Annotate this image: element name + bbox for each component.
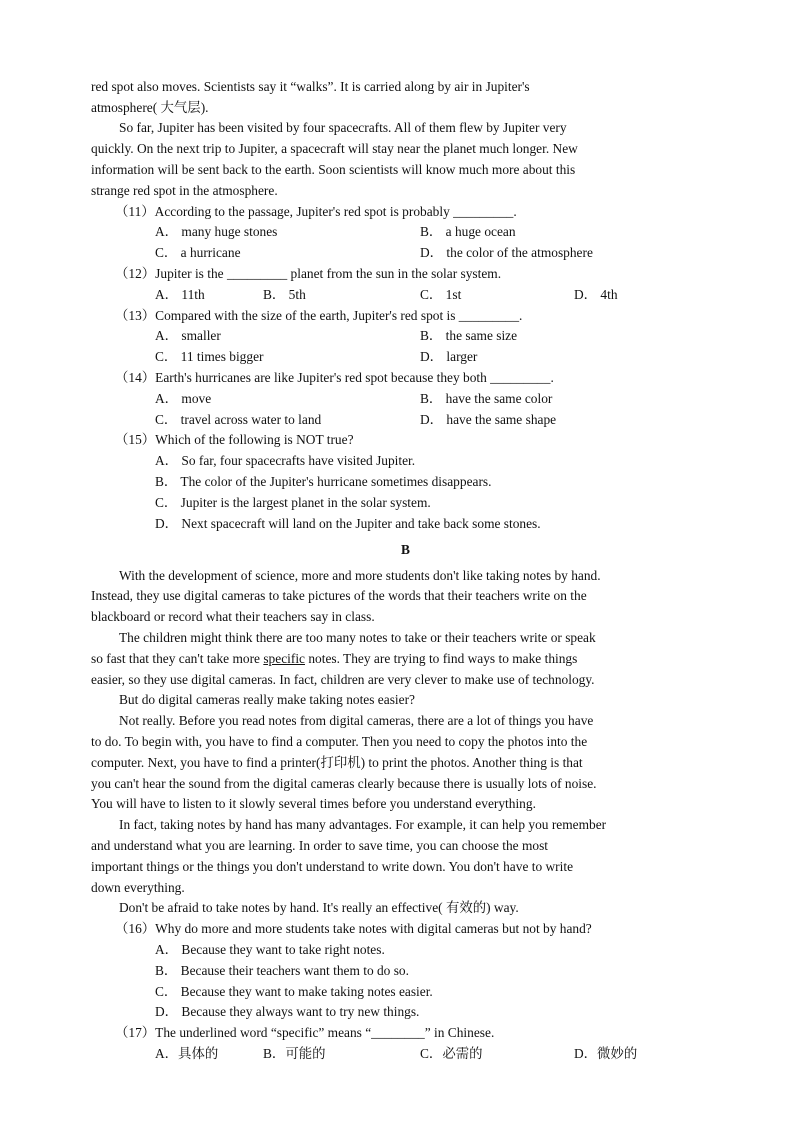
passage-a-line: red spot also moves. Scientists say it “walks”. It is carried along by air in Jupiter's <box>91 79 530 94</box>
answer-option[interactable]: B． Because their teachers want them to do so. <box>155 963 409 978</box>
answer-option[interactable]: C． a hurricane <box>155 245 241 260</box>
answer-option[interactable]: C． Because they want to make taking notes easier. <box>155 984 433 999</box>
answer-option[interactable]: B． The color of the Jupiter's hurricane sometimes disappears. <box>155 474 492 489</box>
answer-option[interactable]: B． have the same color <box>420 391 553 406</box>
answer-option[interactable]: A． smaller <box>155 328 221 343</box>
question-stem: （12）Jupiter is the _________ planet from the sun in the solar system. <box>115 266 502 281</box>
passage-b-line: easier, so they use digital cameras. In fact, children are very clever to make use of technology. <box>91 672 595 687</box>
passage-b-line: important things or the things you don't understand to write down. You don't have to write <box>91 859 574 874</box>
answer-option[interactable]: C． travel across water to land <box>155 412 322 427</box>
answer-option[interactable]: A．具体的 <box>155 1046 219 1061</box>
answer-option[interactable]: D． the color of the atmosphere <box>420 245 593 260</box>
section-title: B <box>401 542 410 557</box>
answer-option[interactable]: C．必需的 <box>420 1046 483 1061</box>
question-stem: （16）Why do more and more students take notes with digital cameras but not by hand? <box>115 921 592 936</box>
passage-b-line: to do. To begin with, you have to find a computer. Then you need to copy the photos into the <box>91 734 588 749</box>
answer-option[interactable]: A． So far, four spacecrafts have visited Jupiter. <box>155 453 416 468</box>
answer-option[interactable]: D．微妙的 <box>574 1046 638 1061</box>
passage-a-line: strange red spot in the atmosphere. <box>91 183 278 198</box>
answer-option[interactable]: A． 11th <box>155 287 205 302</box>
question-stem: （14）Earth's hurricanes are like Jupiter's red spot because they both _________. <box>115 370 554 385</box>
passage-a-line: atmosphere( 大气层). <box>91 100 209 115</box>
passage-b-line: With the development of science, more and more students don't like taking notes by hand. <box>119 568 601 583</box>
passage-b-line: Don't be afraid to take notes by hand. It's really an effective( 有效的) way. <box>119 900 519 915</box>
question-stem: （15）Which of the following is NOT true? <box>115 432 354 447</box>
passage-b-line <box>91 649 577 669</box>
answer-option[interactable]: D． larger <box>420 349 478 364</box>
answer-option[interactable]: D． Next spacecraft will land on the Jupiter and take back some stones. <box>155 516 541 531</box>
passage-b-line: Not really. Before you read notes from digital cameras, there are a lot of things you have <box>119 713 594 728</box>
question-stem: （13）Compared with the size of the earth, Jupiter's red spot is _________. <box>115 308 523 323</box>
passage-b-line: blackboard or record what their teachers say in class. <box>91 609 375 624</box>
passage-a-line: So far, Jupiter has been visited by four spacecrafts. All of them flew by Jupiter very <box>119 120 567 135</box>
passage-a-line: quickly. On the next trip to Jupiter, a spacecraft will stay near the planet much longer. New <box>91 141 578 156</box>
answer-option[interactable]: B． 5th <box>263 287 306 302</box>
passage-a-line: information will be sent back to the earth. Soon scientists will know much more about this <box>91 162 576 177</box>
answer-option[interactable]: C． Jupiter is the largest planet in the solar system. <box>155 495 431 510</box>
question-stem: （11）According to the passage, Jupiter's red spot is probably _________. <box>115 204 517 219</box>
answer-option[interactable]: A． many huge stones <box>155 224 278 239</box>
answer-option[interactable]: C． 11 times bigger <box>155 349 264 364</box>
answer-option[interactable]: B．可能的 <box>263 1046 326 1061</box>
passage-b-line: and understand what you are learning. In order to save time, you can choose the most <box>91 838 549 853</box>
passage-b-line: you can't hear the sound from the digital cameras clearly because there is usually lots of noise. <box>91 776 597 791</box>
passage-b-line: Instead, they use digital cameras to take pictures of the words that their teachers write on the <box>91 588 587 603</box>
passage-b-line: computer. Next, you have to find a printer(打印机) to print the photos. Another thing is that <box>91 755 583 770</box>
question-stem: （17）The underlined word “specific” means “________” in Chinese. <box>115 1025 495 1040</box>
answer-option[interactable]: D． 4th <box>574 287 618 302</box>
passage-b-text: so fast that they can't take more <box>91 651 264 666</box>
passage-b-line: down everything. <box>91 880 185 895</box>
answer-option[interactable]: B． a huge ocean <box>420 224 516 239</box>
answer-option[interactable]: D． have the same shape <box>420 412 557 427</box>
passage-b-line: But do digital cameras really make taking notes easier? <box>119 692 415 707</box>
answer-option[interactable]: D． Because they always want to try new things. <box>155 1004 420 1019</box>
passage-b-line: The children might think there are too many notes to take or their teachers write or speak <box>119 630 596 645</box>
passage-b-text: notes. They are trying to find ways to make things <box>304 651 578 666</box>
answer-option[interactable]: A． Because they want to take right notes. <box>155 942 385 957</box>
answer-option[interactable]: A． move <box>155 391 212 406</box>
passage-b-line: In fact, taking notes by hand has many advantages. For example, it can help you remember <box>119 817 607 832</box>
passage-b-line: You will have to listen to it slowly several times before you understand everything. <box>91 796 536 811</box>
answer-option[interactable]: B． the same size <box>420 328 518 343</box>
underlined-word-specific: specific <box>263 651 305 666</box>
answer-option[interactable]: C． 1st <box>420 287 462 302</box>
